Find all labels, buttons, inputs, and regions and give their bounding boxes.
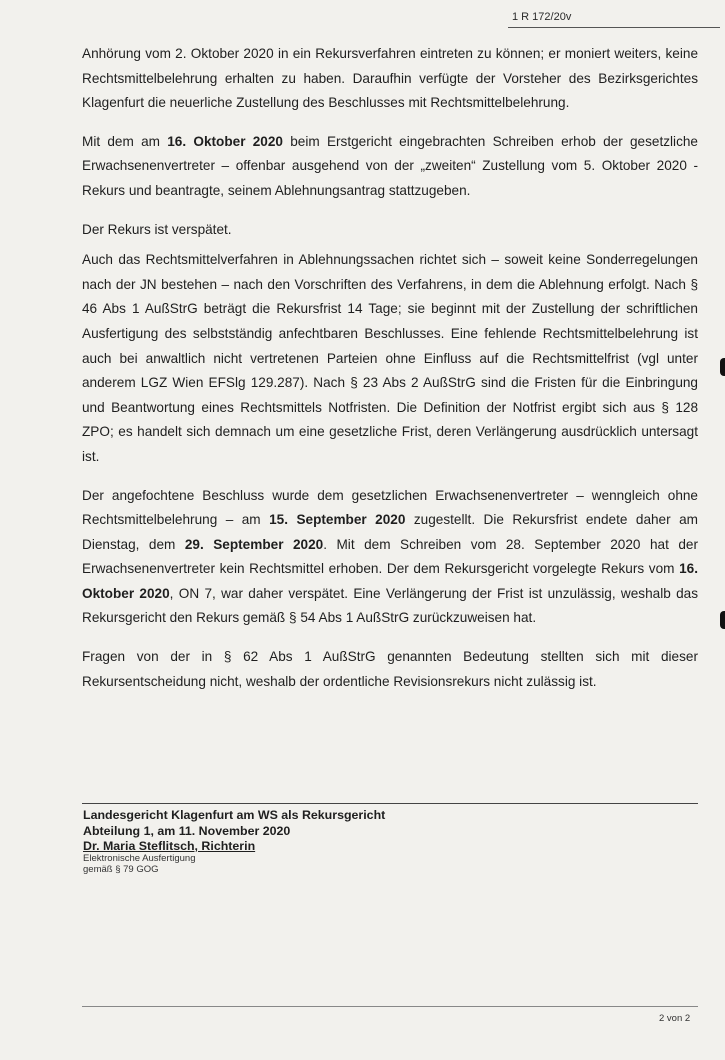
signature-block: [83, 808, 385, 855]
text-run: zugestellt. Die Rekursfrist endete daher am Dienstag, dem: [82, 512, 698, 552]
header-divider: [508, 27, 720, 28]
text-run: beim Erstgericht eingebrachten Schreiben erhob der gesetzliche Erwachsenenvertreter – offenbar ausgehend von der „zweiten“ Zustellung vom 5. Oktober 2020 - Rekurs und beantragte, seinem Ablehnungsantrag stattzugeben.: [82, 133, 698, 198]
document-body: [82, 42, 698, 708]
text-run: Der angefochtene Beschluss wurde dem gesetzlichen Erwachsenenvertreter – wenngleich ohne Rechtsmittelbelehrung – am: [82, 487, 698, 528]
paragraph-5: [82, 484, 698, 632]
court-name: Landesgericht Klagenfurt am WS als Rekursgericht: [83, 808, 386, 822]
paragraph-3: Der Rekurs ist verspätet.: [82, 221, 232, 237]
paragraph-4: Auch das Rechtsmittelverfahren in Ablehnungssachen richtet sich – soweit keine Sonderregelungen nach der JN bestehen – nach den Vorschriften des Verfahrens, in dem die Ablehnung erfolgt. Nach § 46 Abs 1 AußStrG beträgt die Rekursfrist 14 Tage; sie beginnt mit der Zustellung der schriftlichen Ausfertigung des selbstständig anfechtbaren Beschlusses. Eine fehlende Rechtsmittelbelehrung ist auch bei anwaltlich nicht vertretenen Parteien ohne Einfluss auf die Rechtsmittelfrist (vgl unter anderem LGZ Wien EFSlg 129.287). Nach § 23 Abs 2 AußStrG sind die Fristen für die Einbringung und Beantwortung eines Rechtsmittels Notfristen. Die Definition der Notfrist ergibt sich aus § 128 ZPO; es handelt sich demnach um eine gesetzliche Frist, deren Verlängerung ausdrücklich untersagt ist.: [82, 252, 698, 464]
text-run: Mit dem am: [82, 133, 168, 149]
footer-divider: [82, 1006, 698, 1007]
legal-basis: gemäß § 79 GOG: [83, 864, 159, 875]
date-bold: 15. September 2020: [269, 512, 406, 528]
text-run: , ON 7, war daher verspätet. Eine Verlängerung der Frist ist unzulässig, weshalb das Rekursgericht den Rekurs gemäß § 54 Abs 1 AußStrG zurückzuweisen hat.: [82, 585, 699, 626]
scan-edge-mark: [720, 611, 725, 629]
paragraph-6: Fragen von der in § 62 Abs 1 AußStrG genannten Bedeutung stellten sich mit dieser Rekursentscheidung nicht, weshalb der ordentliche Revisionsrekurs nicht zulässig ist.: [82, 649, 698, 689]
scan-edge-mark: [720, 358, 725, 376]
date-bold: 16. Oktober 2020: [82, 561, 698, 601]
electronic-copy-label: Elektronische Ausfertigung: [83, 853, 196, 864]
case-reference: 1 R 172/20v: [512, 11, 572, 23]
page-number: 2 von 2: [659, 1013, 691, 1024]
text-run: . Mit dem Schreiben vom 28. September 2020 hat der Erwachsenenvertreter kein Rechtsmittel erhoben. Der dem Rekursgericht vorgelegte Rekurs vom: [82, 536, 698, 577]
department-date: Abteilung 1, am 11. November 2020: [83, 823, 291, 838]
electronic-copy-note: [83, 853, 195, 875]
date-bold: 16. Oktober 2020: [167, 133, 283, 149]
paragraph-2: [82, 130, 698, 204]
signature-divider: [82, 803, 698, 804]
paragraph-1: Anhörung vom 2. Oktober 2020 in ein Rekursverfahren eintreten zu können; er moniert weiters, keine Rechtsmittelbelehrung erhalten zu haben. Daraufhin verfügte der Vorsteher des Bezirksgerichtes Klagenfurt die neuerliche Zustellung des Beschlusses mit Rechtsmittelbelehrung.: [82, 46, 698, 111]
date-bold: 29. September 2020: [184, 536, 324, 552]
judge-name: Dr. Maria Steflitsch, Richterin: [83, 839, 256, 853]
